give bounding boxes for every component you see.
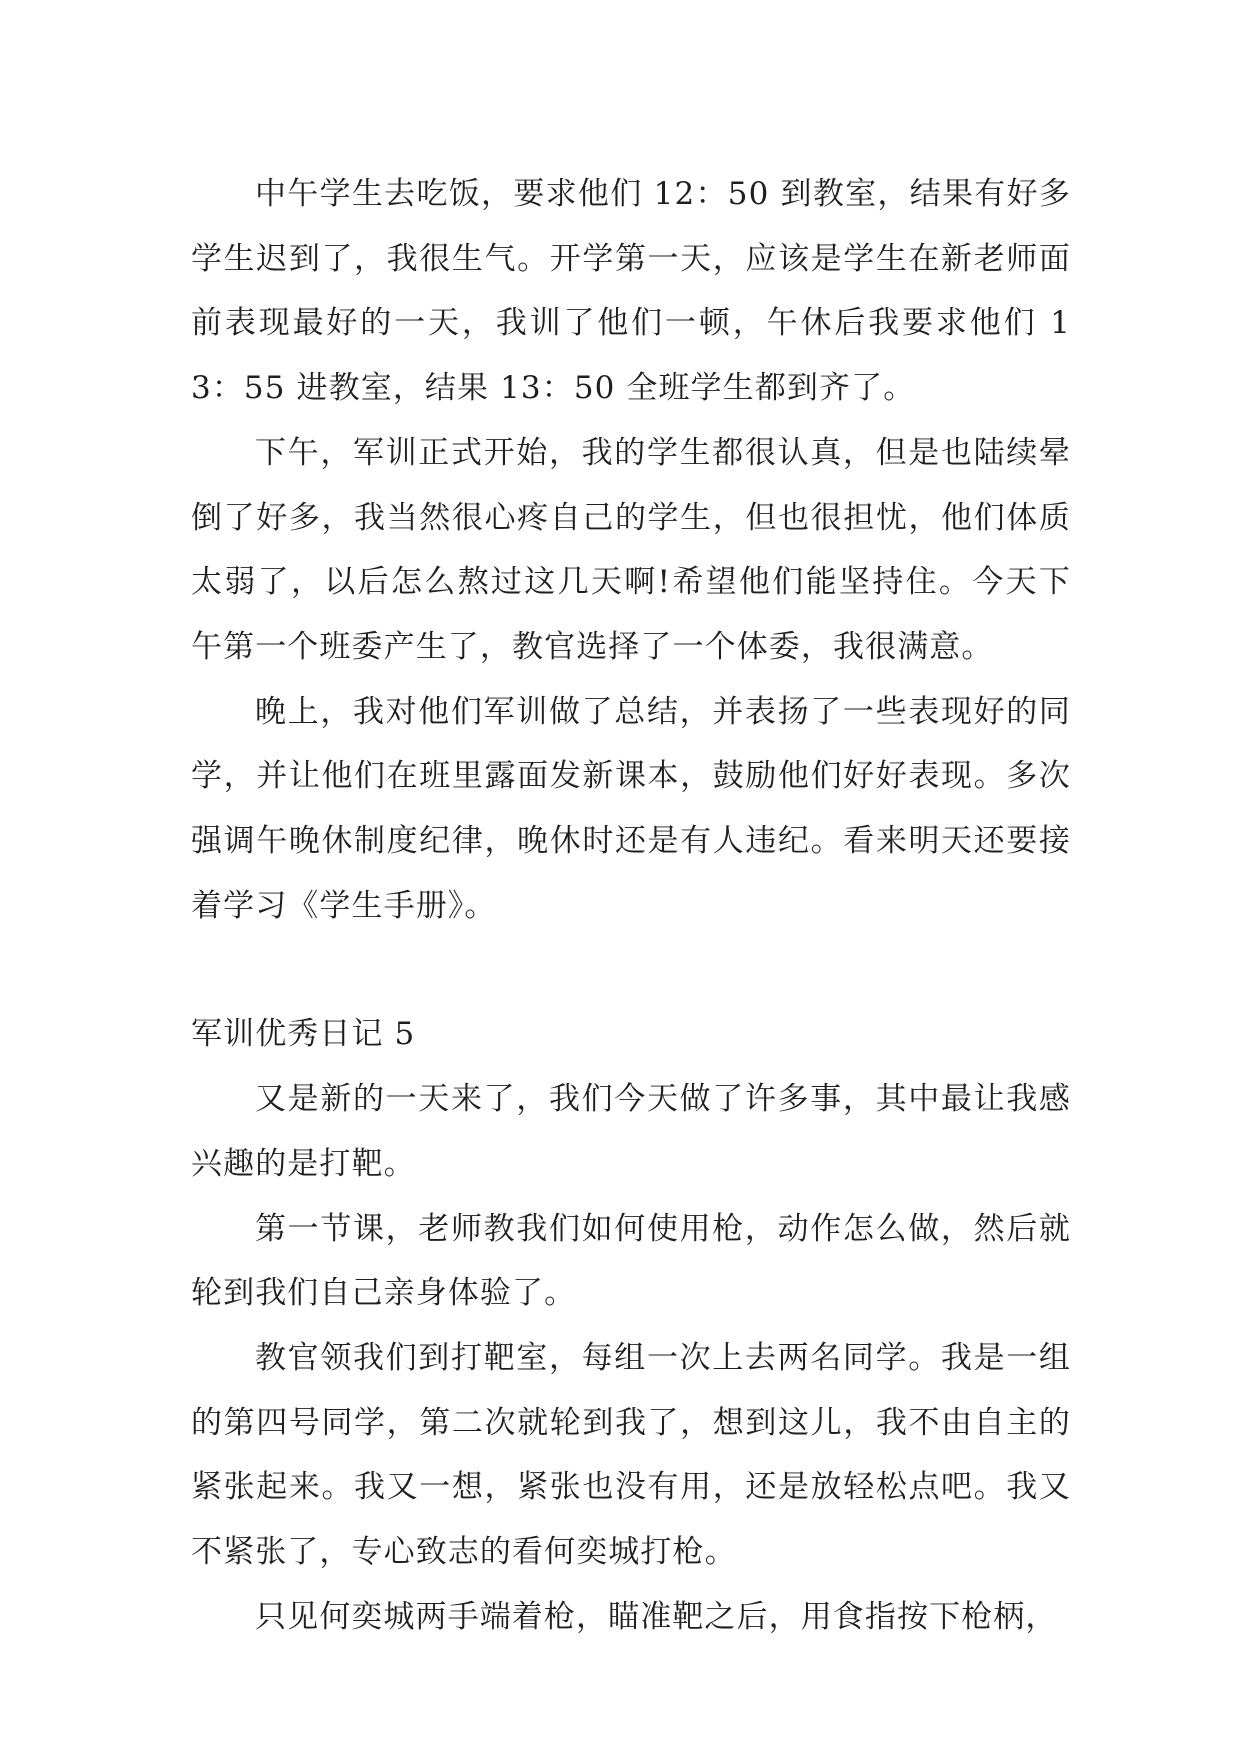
paragraph-new-day: 又是新的一天来了，我们今天做了许多事，其中最让我感兴趣的是打靶。 bbox=[191, 1081, 1071, 1182]
paragraph-he-yicheng: 只见何奕城两手端着枪，瞄准靶之后，用食指按下枪柄， bbox=[255, 1598, 1058, 1635]
paragraph-evening: 晚上，我对他们军训做了总结，并表扬了一些表现好的同学，并让他们在班里露面发新课本，鼓励他们好好表现。多次强调午晚休制度纪律，晚休时还是有人违纪。看来明天还要接着学习《学生手册》。 bbox=[191, 693, 1071, 924]
paragraph-shooting-room: 教官领我们到打靶室，每组一次上去两名同学。我是一组的第四号同学，第二次就轮到我了，想到这儿，我不由自主的紧张起来。我又一想，紧张也没有用，还是放轻松点吧。我又不紧张了，专心致志的看何奕城打枪。 bbox=[191, 1339, 1071, 1571]
section-title: 军训优秀日记 5 bbox=[191, 1016, 416, 1053]
paragraph-afternoon: 下午，军训正式开始，我的学生都很认真，但是也陆续晕倒了好多，我当然很心疼自己的学生，但也很担忧，他们体质太弱了，以后怎么熬过这几天啊!希望他们能坚持住。今天下午第一个班委产生了，教官选择了一个体委，我很满意。 bbox=[191, 434, 1071, 665]
paragraph-lunch: 中午学生去吃饭，要求他们 12：50 到教室，结果有好多学生迟到了，我很生气。开学第一天，应该是学生在新老师面前表现最好的一天，我训了他们一顿，午休后我要求他们 13：55 进教室，结果 13：50 全班学生都到齐了。 bbox=[191, 176, 1071, 407]
section-gap bbox=[191, 938, 1071, 1002]
document-body bbox=[191, 162, 1071, 1649]
paragraph-first-lesson: 第一节课，老师教我们如何使用枪，动作怎么做，然后就轮到我们自己亲身体验了。 bbox=[191, 1210, 1071, 1312]
